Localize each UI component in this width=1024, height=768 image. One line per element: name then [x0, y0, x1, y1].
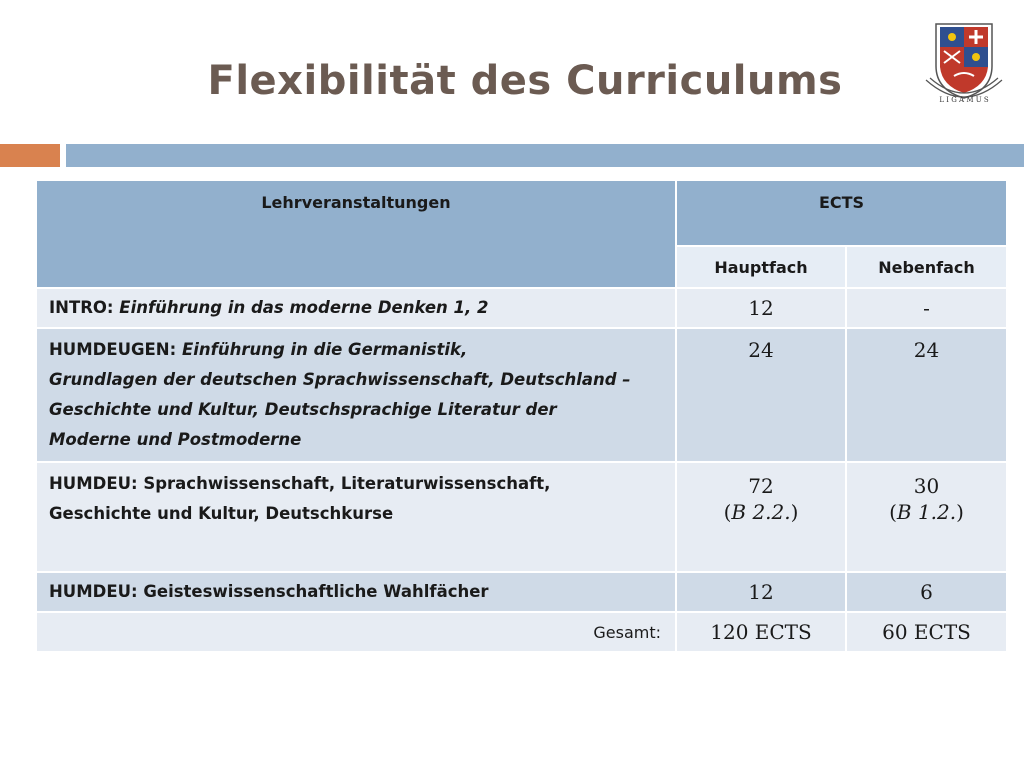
total-row: [36, 612, 1007, 652]
course-cell: HUMDEU: Geisteswissenschaftliche Wahlfächer: [36, 572, 676, 612]
total-minor: 60 ECTS: [846, 612, 1007, 652]
course-text: HUMDEU: Sprachwissenschaft, Literaturwissenschaft,: [49, 474, 551, 493]
course-description: Einführung in die Germanistik,: [181, 340, 468, 359]
ects-major: 72 (B 2.2.): [676, 462, 846, 572]
course-code: INTRO:: [49, 298, 114, 317]
ects-major-reference: B 2.2.: [731, 500, 791, 524]
course-code: HUMDEUGEN:: [49, 340, 177, 359]
ligamus-crest-icon: [918, 18, 1010, 106]
ects-major: 12: [676, 288, 846, 328]
ects-major: 12: [676, 572, 846, 612]
slide-title: Flexibilität des Curriculums: [207, 58, 843, 104]
header-nebenfach: Nebenfach: [846, 246, 1007, 288]
svg-text:L I G A M U S: L I G A M U S: [939, 96, 989, 104]
course-text: Geschichte und Kultur, Deutschkurse: [49, 504, 394, 523]
ects-major: 24: [676, 328, 846, 462]
course-description-line: Grundlagen der deutschen Sprachwissenschaft, Deutschland –: [49, 370, 631, 389]
ects-minor: 6: [846, 572, 1007, 612]
ects-minor: -: [846, 288, 1007, 328]
course-description-line: Geschichte und Kultur, Deutschsprachige Literatur der: [49, 400, 557, 419]
table-row: [36, 288, 1007, 328]
total-major: 120 ECTS: [676, 612, 846, 652]
course-cell: [36, 328, 676, 462]
ects-minor-reference: B 1.2.: [896, 500, 957, 524]
ects-major-value: 72: [748, 474, 774, 498]
ects-minor-value: 30: [913, 474, 940, 498]
accent-bar-blue: [66, 144, 1024, 167]
curriculum-table: [35, 179, 1008, 653]
header-ects: ECTS: [676, 180, 1007, 246]
course-cell: [36, 288, 676, 328]
accent-bar-orange: [0, 144, 60, 167]
table-row: [36, 328, 1007, 462]
total-label: Gesamt:: [36, 612, 676, 652]
table-row: [36, 572, 1007, 612]
header-hauptfach: Hauptfach: [676, 246, 846, 288]
ects-minor: 24: [846, 328, 1007, 462]
course-cell: [36, 462, 676, 572]
course-description: Einführung in das moderne Denken 1, 2: [119, 298, 489, 317]
header-lehrveranstaltungen: Lehrveranstaltungen: [36, 180, 676, 288]
table-row: [36, 462, 1007, 572]
course-description-line: Moderne und Postmoderne: [49, 430, 302, 449]
ects-minor: 30 (B 1.2.): [846, 462, 1007, 572]
